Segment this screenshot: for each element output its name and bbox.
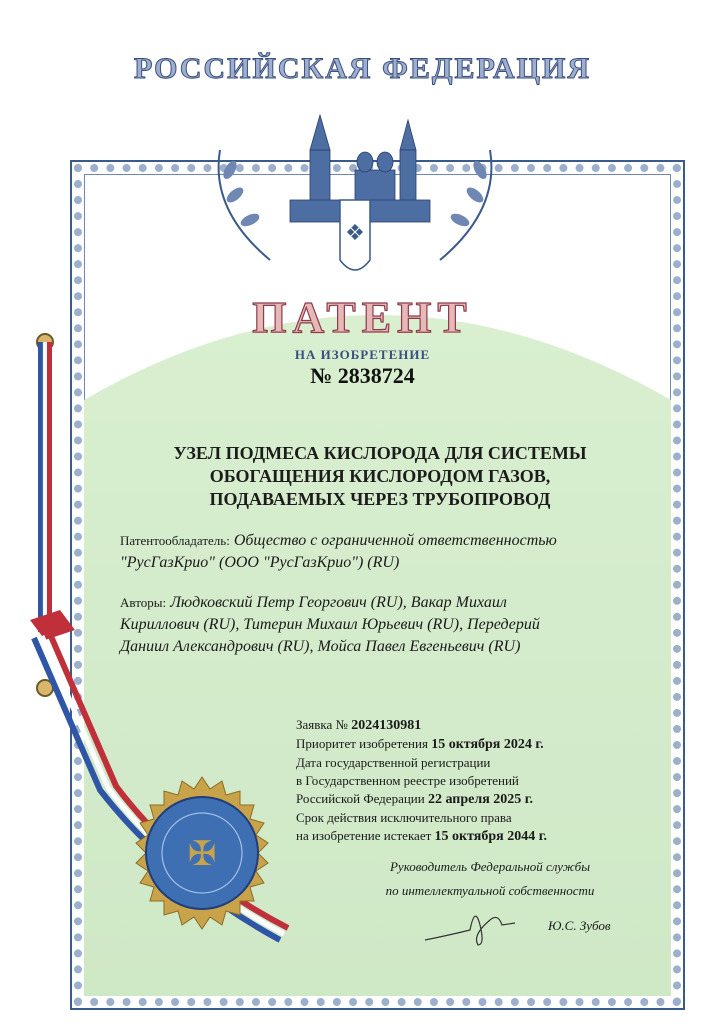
document-subtitle: НА ИЗОБРЕТЕНИЕ <box>294 347 431 362</box>
reg-label-line: Дата государственной регистрации <box>296 755 491 770</box>
invention-title-line: ПОДАВАЕМЫХ ЧЕРЕЗ ТРУБОПРОВОД <box>209 489 551 509</box>
authors-line: Даниил Александрович (RU), Мойса Павел Евгеньевич (RU) <box>120 638 521 655</box>
signatory-position-line: по интеллектуальной собственности <box>385 883 595 898</box>
invention-title-line: ОБОГАЩЕНИЯ КИСЛОРОДОМ ГАЗОВ, <box>209 466 551 486</box>
authors-line: Кириллович (RU), Титерин Михаил Юрьевич (RU), Передерий <box>120 616 540 633</box>
reg-label-line: Российской Федерации <box>296 791 425 806</box>
holder-name: Общество с ограниченной ответственностью <box>233 532 557 549</box>
registration-details <box>296 716 656 846</box>
svg-text:✠: ✠ <box>187 834 217 874</box>
term-label-line: Срок действия исключительного права <box>296 810 512 825</box>
holder-name-cont: "РусГазКрио" (ООО "РусГазКрио") (RU) <box>120 554 400 571</box>
svg-text:❖: ❖ <box>345 221 365 246</box>
invention-title-line: УЗЕЛ ПОДМЕСА КИСЛОРОДА ДЛЯ СИСТЕМЫ <box>173 443 587 463</box>
application-number: 2024130981 <box>351 718 422 733</box>
registration-date: 22 апреля 2025 г. <box>427 792 534 807</box>
document-type-heading: ПАТЕНТ <box>252 293 473 342</box>
term-label-line: на изобретение истекает <box>296 828 432 843</box>
authors-line: Людковский Петр Георгович (RU), Вакар Михаил <box>170 594 507 611</box>
signatory-position-line: Руководитель Федеральной службы <box>389 859 590 874</box>
holder-label: Патентообладатель: <box>120 533 230 548</box>
reg-label-line: в Государственном реестре изобретений <box>296 773 519 788</box>
priority-label: Приоритет изобретения <box>296 736 428 751</box>
expiry-date: 15 октября 2044 г. <box>434 829 548 844</box>
priority-date: 15 октября 2024 г. <box>431 737 544 752</box>
handwritten-signature-icon <box>420 895 520 955</box>
signatory-name: Ю.С. Зубов <box>548 918 611 933</box>
authors-label: Авторы: <box>120 595 167 610</box>
application-label: Заявка № <box>296 717 348 732</box>
country-heading: РОССИЙСКАЯ ФЕДЕРАЦИЯ <box>133 52 591 85</box>
kremlin-emblem-icon <box>190 90 520 290</box>
official-seal-icon <box>122 775 282 935</box>
patent-number: № 2838724 <box>310 363 415 388</box>
